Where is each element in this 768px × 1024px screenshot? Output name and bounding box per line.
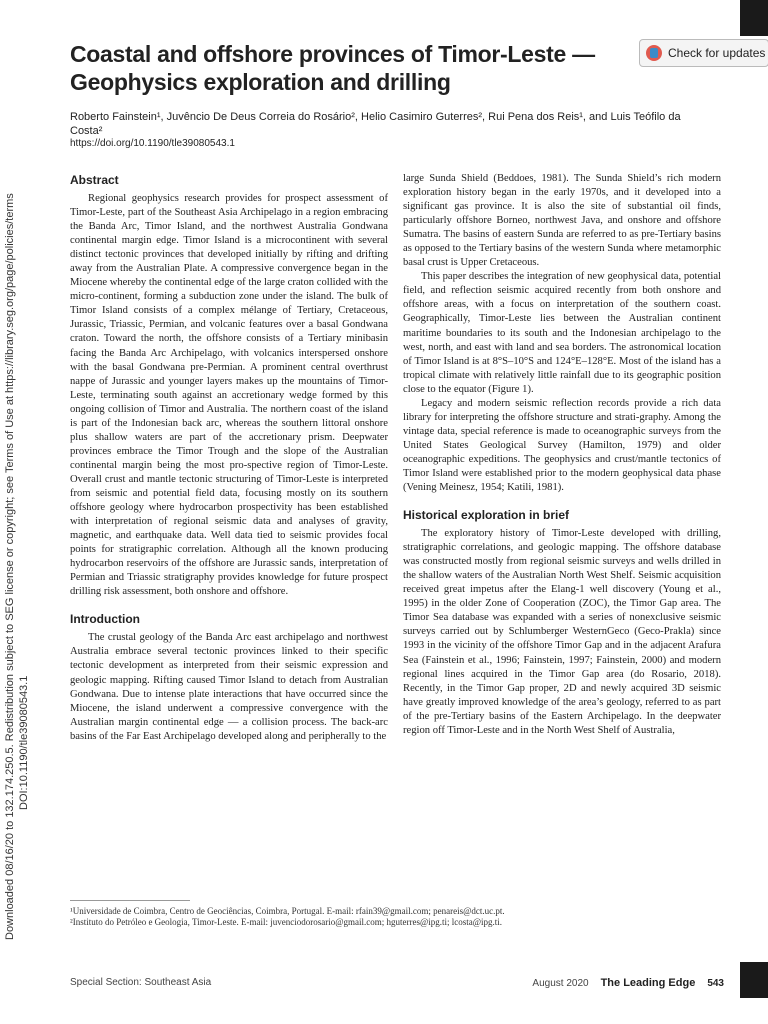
section-label: Special Section: Southeast Asia — [70, 977, 212, 988]
section-tab-bottom — [740, 962, 768, 998]
body-paragraph: large Sunda Shield (Beddoes, 1981). The Sunda Shield’s rich modern exploration history began in the early 1970s, and it developed into a significant gas province. It is also the site of substantial oil finds, particularly offshore Borneo, northwest Java, and onshore and offshore Sumatra. The basins of eastern Sunda are referred to as pre-Tertiary basins as opposed to the Tertiary basins of the western Sunda where metamorphic basal crust is Upper Cretaceous. — [403, 173, 721, 269]
page-number: 543 — [707, 978, 724, 989]
journal-name: The Leading Edge — [600, 977, 696, 989]
page-footer — [532, 977, 724, 989]
footnote-affiliation-1: ¹Universidade de Coimbra, Centro de Geociências, Coimbra, Portugal. E-mail: rfain39@gmail.com; penareis@dct.uc.pt. — [70, 906, 505, 916]
article-title: Coastal and offshore provinces of Timor-Leste — Geophysics exploration and drilling — [70, 41, 595, 95]
crossmark-icon — [646, 45, 662, 61]
right-column — [403, 172, 721, 738]
introduction-paragraph: The crustal geology of the Banda Arc east archipelago and northwest Australia embrace several tectonic provinces linked to their specific tectonic development as interpreted from their seismic expression and geologic mapping. Rifting caused Timor Island to detach from Australian Gondwana. Due to intense plate interactions that have occurred since the Miocene, the island underwent a compressive convergence with the Australian margin continental edge — a collision process. The back-arc basins of the Far East Archipelago developed along and peripherally to the — [70, 632, 388, 742]
section-tab-top — [740, 0, 768, 36]
left-column — [70, 172, 388, 744]
download-doi-line: DOI:10.1190/tle39080543.1 — [18, 675, 30, 810]
author-list: Roberto Fainstein¹, Juvêncio De Deus Correia do Rosário², Helio Casimiro Guterres², Rui Pena dos Reis¹, and Luis Teófilo da Costa² — [70, 111, 681, 137]
footnote-divider — [70, 900, 190, 901]
body-paragraph: This paper describes the integration of new geophysical data, potential field, and reflection seismic acquired recently from both onshore and offshore areas, with a focus on interpretation of the southern coast. Geographically, Timor-Leste lies between the Australian continent maritime boundaries to its south and the Indonesian archipelago to the west, north, and east with land and sea borders. The astronomical location of Timor Island is at 8°S–10°S and 124°E–128°E. Most of the island has a tropical climate with relatively little rainfall due to its geographic position close to the equator (Figure 1). — [403, 271, 721, 395]
issue-date: August 2020 — [532, 978, 589, 989]
history-heading: Historical exploration in brief — [403, 508, 570, 523]
footnote-affiliation-2: ²Instituto do Petróleo e Geologia, Timor-Leste. E-mail: juvenciodorosario@gmail.com; hguterres@ipg.ti; lcosta@ipg.ti. — [70, 917, 503, 927]
body-paragraph: Legacy and modern seismic reflection records provide a rich data library for interpreting the offshore structure and strati-graphy. Among the vintage data, special reference is made to oceanographic surveys from the United States Geological Survey (Hamilton, 1979) and older oceanographic expeditions. The geophysics and crust/mantle tectonics of Timor Island were established prior to the modern geophysical data phase (Vening Meinesz, 1954; Katili, 1981). — [403, 397, 721, 494]
body-paragraph: The exploratory history of Timor-Leste developed with drilling, stratigraphic correlations, and geologic mapping. The offshore database was constructed mostly from regional seismic surveys and wells drilled in the shallow waters of the Australian North West Shelf. Seismic acquisition received great impetus after the Elang-1 well discovery (Young et al., 1995) in the older Zone of Cooperation (ZOC), the Timor Gap area. The Timor Sea database was expanded with a series of nonexclusive seismic surveys carried out by Schlumberger WesternGeco (Geco-Prakla) since 1993 in the vicinity of the offshore Timor Gap and in the adjacent Arafura Sea (Fainstein et al., 1996; Fainstein, 1997; Fainstein, 2000) and modern regional lines acquired in the Timor Gap area (do Rosario, 2018). Recently, in the Timor Gap proper, 2D and newly acquired 3D seismic have greatly improved knowledge of the area’s geology, referred to as part of the pre-Tertiary basins of the Eastern Archipelago. In the deepwater region off Timor-Leste and in the North West Shelf of Australia, — [403, 528, 721, 736]
affiliation-footnotes — [70, 906, 710, 928]
introduction-heading: Introduction — [70, 612, 140, 627]
download-notice-text — [3, 193, 31, 940]
download-notice-line: Downloaded 08/16/20 to 132.174.250.5. Redistribution subject to SEG license or copyright; see Terms of Use at https://library.seg.org/page/policies/terms — [4, 193, 16, 940]
doi-link[interactable]: https://doi.org/10.1190/tle39080543.1 — [70, 138, 235, 149]
check-for-updates-button[interactable] — [639, 39, 768, 67]
abstract-heading: Abstract — [70, 173, 119, 187]
abstract-paragraph: Regional geophysics research provides for prospect assessment of Timor-Leste, part of the Southeast Asia Archipelago in a region embracing the Banda Arc, Timor Island, and the northwest Australia Gondwana continental margin edge. Timor Island is a microcontinent with several distinct tectonic provinces that developed initially by rifting and drifting away from the Australian Plate. A compressive convergence began in the Miocene whereby the continental edge of the large craton collided with the micro-continent, forming a subduction zone under the island. The bulk of Timor Island consists of a complex mélange of Tertiary, Cretaceous, Jurassic, Triassic, Permian, and volcanic features over a basal Gondwana craton. Toward the north, the offshore consists of a Tertiary minibasin facing the Banda Arc Archipelago, with volcanics interspersed onshore with the basal Gondwana pre-Permian. A prominent central overthrust nappe of Jurassic and younger layers makes up the mountains of Timor-Leste, terminating south against an accretionary wedge formed by this ongoing collision of Timor and Australia. The northern coast of the island is part of the Indonesian back arc, whereas the southern littoral onshore plus shallow waters are part of the accretionary prism. Deepwater provinces embrace the Timor Trough and the slope of the Australian continental margin being the most pro-spective region of Timor-Leste. Overall crust and mantle tectonic structuring of Timor-Leste is interpreted from seismic and potential field data, focusing mostly on its southern offshore geology where hydrocarbon prospectivity has been established with interpretation of regional seismic data and analyses of gravity, magnetic, and earthquake data. Well data tied to seismic provides focal points for stratigraphic correlation. Although all the known producing hydrocarbon reservoirs of the offshore are Jurassic sands, interpretation of Permian and Triassic stratigraphy provides knowledge for future prospect drilling risk assessment, both onshore and offshore. — [70, 193, 388, 598]
check-for-updates-label: Check for updates — [668, 46, 766, 60]
